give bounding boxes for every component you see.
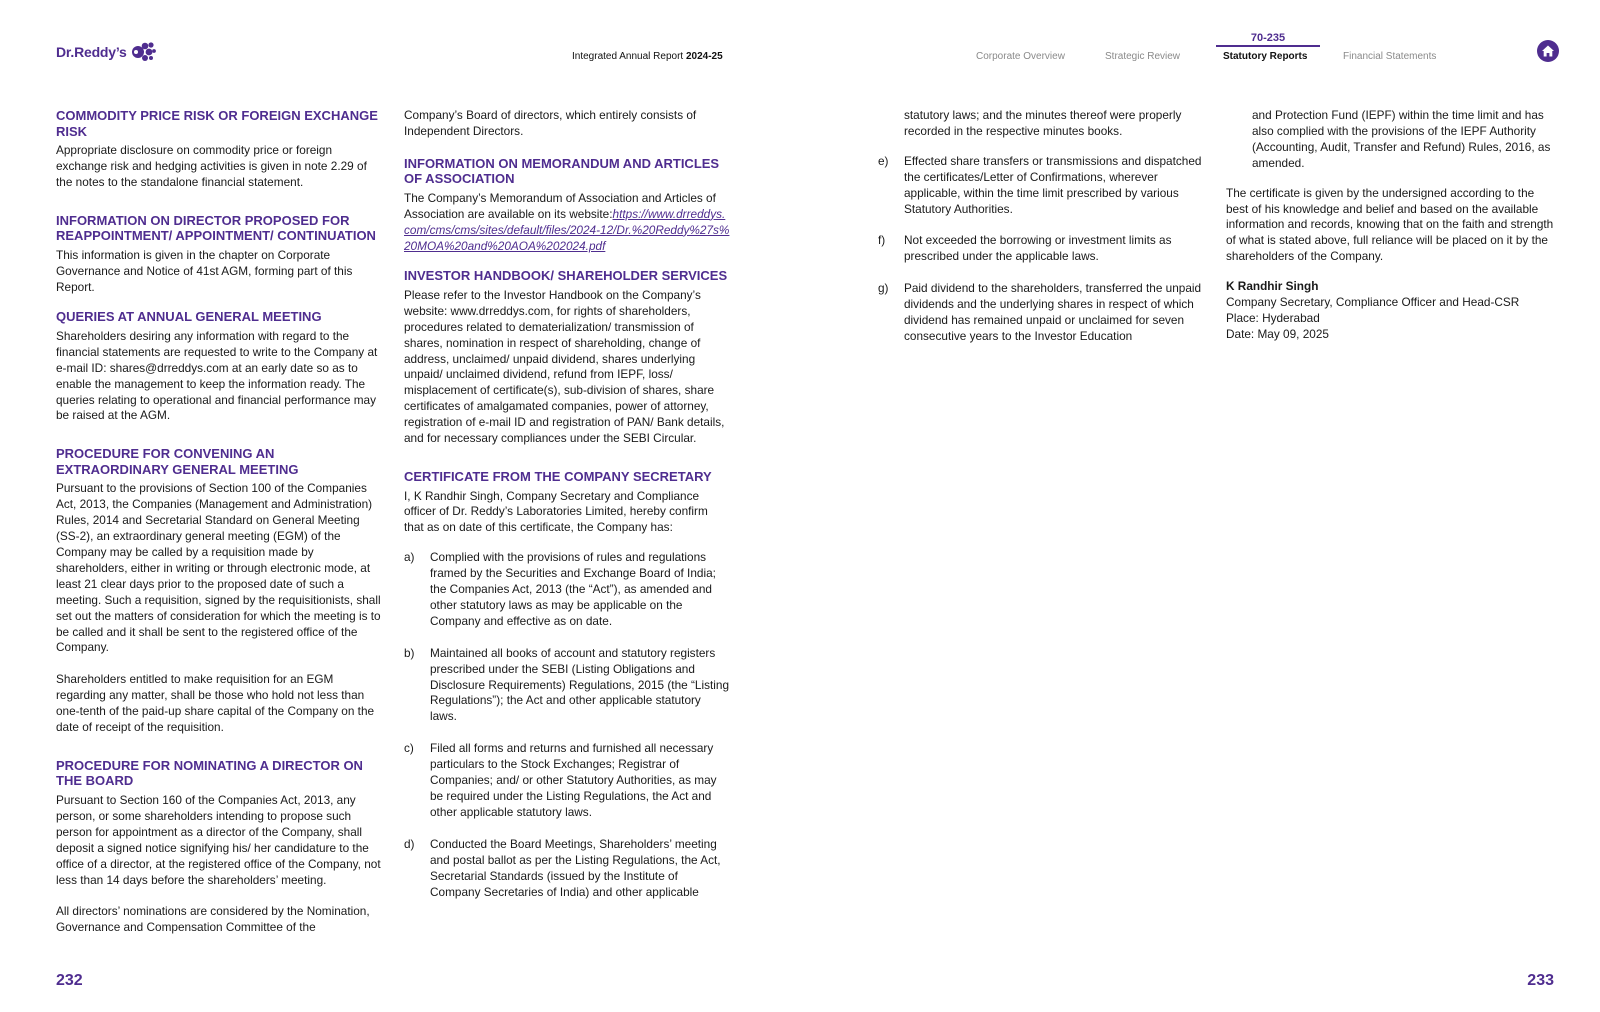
section-heading: INFORMATION ON DIRECTOR PROPOSED FOR REAPPOINTMENT/ APPOINTMENT/ CONTINUATION <box>56 212 376 244</box>
list-item-text: Paid dividend to the shareholders, transferred the unpaid dividends and the underlying shares in respect of which dividend has remained unpaid or unclaimed for seven consecutive years to the Investor Education <box>904 281 1202 343</box>
section-heading: QUERIES AT ANNUAL GENERAL MEETING <box>56 309 322 325</box>
certificate-list <box>404 550 730 900</box>
list-marker: e) <box>878 153 889 168</box>
section-page-range: 70-235 <box>1216 32 1320 47</box>
paragraph: and Protection Fund (IEPF) within the time limit and has also complied with the provisions of the IEPF Authority (Accounting, Audit, Transfer and Refund) Rules, 2016, as amended. <box>1252 108 1551 170</box>
list-item <box>404 837 730 901</box>
nav-corporate-overview[interactable]: Corporate Overview <box>976 51 1065 62</box>
list-item <box>404 741 730 821</box>
list-item-text: Maintained all books of account and statutory registers prescribed under the SEBI (Listing Obligations and Disclosure Requirements) Regulations, 2015 (the “Listing Regulations”); the Act and other applicable statutory laws. <box>430 645 730 724</box>
nav-financial-statements[interactable]: Financial Statements <box>1343 51 1437 62</box>
paragraph: Please refer to the Investor Handbook on the Company’s website: www.drreddys.com, for rights of shareholders, procedures related to dematerialization/ transmission of shares, nomination in respect of shareholding, change of address, unclaimed/ unpaid dividend, shares underlying unpaid/ unclaimed dividend, refund from IEPF, loss/ misplacement of certificate(s), sub-division of shares, share certificates of amalgamated companies, power of attorney, registration of e-mail ID and registration of PAN/ Bank details, and for necessary compliances under the SEBI Circular. <box>404 287 725 446</box>
report-title <box>572 51 723 62</box>
column-4 <box>1226 108 1556 343</box>
section-heading: PROCEDURE FOR CONVENING AN EXTRAORDINARY GENERAL MEETING <box>56 446 299 477</box>
home-icon <box>1541 44 1555 58</box>
moa-text: The Company’s Memorandum of Association and Articles of Association are available on its website: <box>404 190 716 221</box>
paragraph: Shareholders desiring any information with regard to the financial statements are requested to write to the Company at e-mail ID: shares@drreddys.com at an early date so as to enable the management to keep the information ready. The queries relating to operational and financial performance may be raised at the AGM. <box>56 328 378 423</box>
list-item <box>878 154 1208 218</box>
list-item-text: Filed all forms and returns and furnished all necessary particulars to the Stock Exchanges; Registrar of Companies; and/ or other Statutory Authorities, as may be required under the Listing Regulations, the Act and other applicable statutory laws. <box>430 741 717 819</box>
list-marker: d) <box>404 836 415 851</box>
list-item-text: Effected share transfers or transmissions and dispatched the certificates/Letter of Confirmations, wherever applicable, within the time limit prescribed by various Statutory Authorities. <box>904 153 1202 216</box>
report-year: 2024-25 <box>685 51 723 62</box>
section-heading: CERTIFICATE FROM THE COMPANY SECRETARY <box>404 469 712 484</box>
paragraph: I, K Randhir Singh, Company Secretary and Compliance officer of Dr. Reddy’s Laboratories Limited, hereby confirm that as on date of this certificate, the Company has: <box>404 488 708 535</box>
right-page-number: 233 <box>1527 972 1554 989</box>
signatory-name: K Randhir Singh <box>1226 279 1319 294</box>
paragraph: Company’s Board of directors, which entirely consists of Independent Directors. <box>404 108 697 138</box>
list-item <box>878 281 1208 345</box>
logo-text: Dr.Reddy’s <box>56 44 127 60</box>
list-marker: g) <box>878 281 889 296</box>
home-button[interactable] <box>1537 40 1559 62</box>
nav-strategic-review[interactable]: Strategic Review <box>1105 51 1181 62</box>
nav-statutory-reports[interactable]: Statutory Reports <box>1223 51 1308 62</box>
section-heading: INFORMATION ON MEMORANDUM AND ARTICLES OF ASSOCIATION <box>404 155 720 187</box>
list-item-text: Complied with the provisions of rules and regulations framed by the Securities and Exchange Board of India; the Companies Act, 2013 (the “Act”), as amended and other statutory laws as may be applicable on the Company and effective as on date. <box>430 550 716 628</box>
list-item <box>878 233 1208 265</box>
column-1 <box>56 108 384 950</box>
paragraph: The certificate is given by the undersigned according to the best of his knowledge and belief and based on the available information and records, knowing that on the faith and strength of what is stated above, full reliance will be placed on it by the shareholders of the Company. <box>1226 185 1554 264</box>
moa-aoa-link[interactable]: https://www.drreddys.com/cms/cms/sites/default/files/2024-12/Dr.%20Reddy%27s%20MOA%20and%20AOA%202024.pdf <box>404 206 730 253</box>
list-item <box>404 646 730 726</box>
paragraph: Pursuant to Section 160 of the Companies Act, 2013, any person, or some shareholders intending to propose such person for appointment as a director of the Company, shall deposit a signed notice signifying his/ her candidature to the office of a director, at the registered office of the Company, not less than 14 days before the shareholders’ meeting. <box>56 792 381 887</box>
section-heading: COMMODITY PRICE RISK OR FOREIGN EXCHANGE RISK <box>56 108 378 139</box>
section-heading: PROCEDURE FOR NOMINATING A DIRECTOR ON THE BOARD <box>56 757 363 789</box>
company-logo[interactable] <box>56 40 156 64</box>
signature-date: Date: May 09, 2025 <box>1226 326 1329 341</box>
signature-block <box>1226 279 1556 343</box>
list-marker: b) <box>404 645 415 660</box>
list-item <box>404 550 730 630</box>
logo-mark-icon <box>130 41 156 63</box>
paragraph: Pursuant to the provisions of Section 100 of the Companies Act, 2013, the Companies (Management and Administration) Rules, 2014 and Secretarial Standard on General Meeting (SS-2), an extraordinary general meeting (EGM) of the Company may be called by a requisition made by shareholders, either in writing or through electronic mode, at least 21 clear days prior to the proposed date of such a meeting. Such a requisition, signed by the requisitionists, shall set out the matters of consideration for which the meeting is to be called and it shall be sent to the registered office of the Company. <box>56 481 381 655</box>
left-page-number: 232 <box>56 972 83 989</box>
signature-place: Place: Hyderabad <box>1226 310 1320 325</box>
list-marker: c) <box>404 741 414 756</box>
column-3 <box>878 108 1208 361</box>
paragraph: Shareholders entitled to make requisition for an EGM regarding any matter, shall be those who hold not less than one-tenth of the paid-up share capital of the Company on the date of receipt of the requisition. <box>56 672 375 735</box>
paragraph: All directors’ nominations are considered by the Nomination, Governance and Compensation Committee of the <box>56 904 370 935</box>
list-marker: f) <box>878 233 886 248</box>
list-item-text: Conducted the Board Meetings, Shareholders’ meeting and postal ballot as per the Listing Regulations, the Act, Secretarial Standards (issued by the Institute of Company Secretaries of India) and other applicable <box>430 836 721 899</box>
list-item-text: Not exceeded the borrowing or investment limits as prescribed under the applicable laws. <box>904 233 1172 264</box>
certificate-list-continued <box>878 154 1208 345</box>
paragraph: This information is given in the chapter on Corporate Governance and Notice of 41st AGM, forming part of this Report. <box>56 247 353 294</box>
list-marker: a) <box>404 550 415 565</box>
section-heading: INVESTOR HANDBOOK/ SHAREHOLDER SERVICES <box>404 268 728 284</box>
column-2 <box>404 108 730 916</box>
paragraph: statutory laws; and the minutes thereof were properly recorded in the respective minutes books. <box>904 108 1182 138</box>
report-title-text: Integrated Annual Report <box>572 51 684 62</box>
paragraph: Appropriate disclosure on commodity price or foreign exchange risk and hedging activities is given in note 2.29 of the notes to the standalone financial statement. <box>56 143 367 189</box>
paragraph <box>404 191 730 255</box>
signatory-title: Company Secretary, Compliance Officer and Head-CSR <box>1226 295 1520 310</box>
